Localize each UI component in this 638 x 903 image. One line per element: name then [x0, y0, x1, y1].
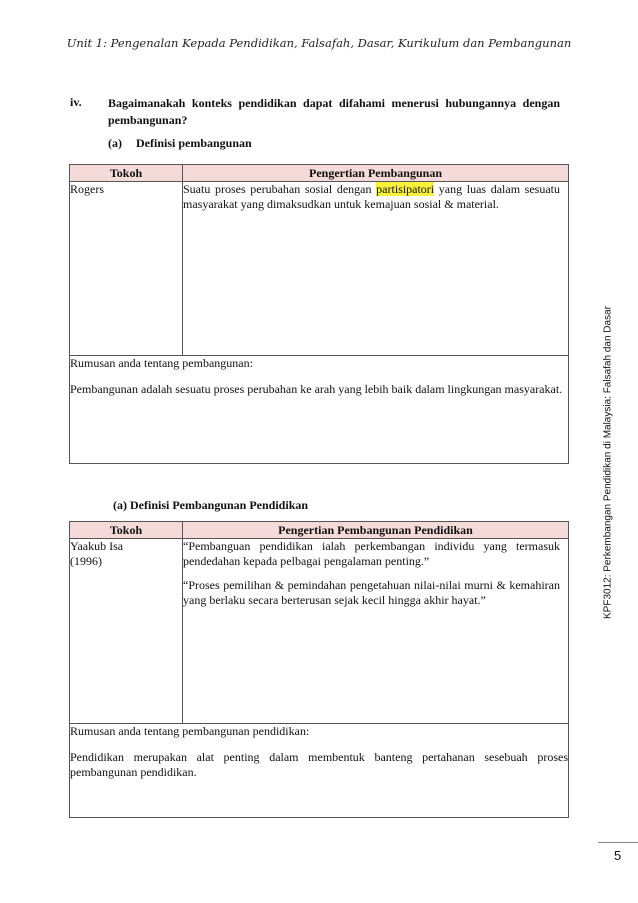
def-text-before: Suatu proses perubahan sosial dengan	[183, 182, 377, 196]
course-side-label: KPF3012: Perkembangan Pendidikan di Malaysia: Falsafah dan Dasar	[602, 306, 614, 619]
table2-header-row	[70, 522, 569, 539]
table2-col-definition: Pengertian Pembangunan Pendidikan	[183, 522, 569, 539]
summary2-label: Rumusan anda tentang pembangunan pendidikan:	[70, 724, 310, 738]
question-block	[70, 95, 560, 129]
section1-title: Definisi pembangunan	[136, 136, 252, 150]
quote-2: “Proses pemilihan & pemindahan pengetahuan nilai-nilai murni & kemahiran yang berlaku secara berterusan sejak kecil hingga akhir hayat.”	[183, 578, 560, 607]
table1-col-tokoh: Tokoh	[70, 165, 183, 182]
table1-definition	[183, 182, 569, 356]
table2-summary	[70, 724, 569, 818]
summary1-text: Pembangunan adalah sesuatu proses perubahan ke arah yang lebih baik dalam lingkungan masyarakat.	[70, 382, 563, 396]
tokoh-name: Yaakub Isa	[70, 539, 124, 553]
section1-label: (a)	[108, 136, 122, 150]
table1-row	[70, 182, 569, 356]
table2-definition	[183, 539, 569, 724]
table1-summary	[70, 356, 569, 464]
table1-tokoh: Rogers	[70, 182, 183, 356]
table1-header-row	[70, 165, 569, 182]
table2-row	[70, 539, 569, 724]
def-text-after: yang luas dalam sesuatu masyarakat yang dimaksudkan untuk kemajuan sosial & material.	[183, 182, 560, 211]
definition-table-1	[69, 164, 569, 464]
table2-col-tokoh: Tokoh	[70, 522, 183, 539]
question-number: iv.	[70, 95, 82, 109]
table2-summary-row	[70, 724, 569, 818]
tokoh-year: (1996)	[70, 554, 102, 568]
section1-heading	[108, 136, 252, 151]
table1-summary-row	[70, 356, 569, 464]
definition-table-2	[69, 521, 569, 818]
table1-col-definition: Pengertian Pembangunan	[183, 165, 569, 182]
quote-1: “Pembanguan pendidikan ialah perkembangan individu yang termasuk pendedahan kepada pelbagai pengalaman penting.”	[183, 539, 560, 568]
summary2-text: Pendidikan merupakan alat penting dalam membentuk banteng pertahanan sesebuah proses pembangunan pendidikan.	[70, 750, 568, 779]
page-number: 5	[614, 848, 622, 863]
running-header: Unit 1: Pengenalan Kepada Pendidikan, Falsafah, Dasar, Kurikulum dan Pembangunan	[66, 36, 572, 50]
table2-tokoh	[70, 539, 183, 724]
section2-heading: (a) Definisi Pembangunan Pendidikan	[113, 498, 309, 512]
page-number-rule	[598, 842, 638, 843]
highlighted-term: partisipatori	[376, 182, 435, 196]
question-text: Bagaimanakah konteks pendidikan dapat difahami menerusi hubungannya dengan pembangunan?	[108, 96, 560, 127]
summary1-label: Rumusan anda tentang pembangunan:	[70, 356, 253, 370]
